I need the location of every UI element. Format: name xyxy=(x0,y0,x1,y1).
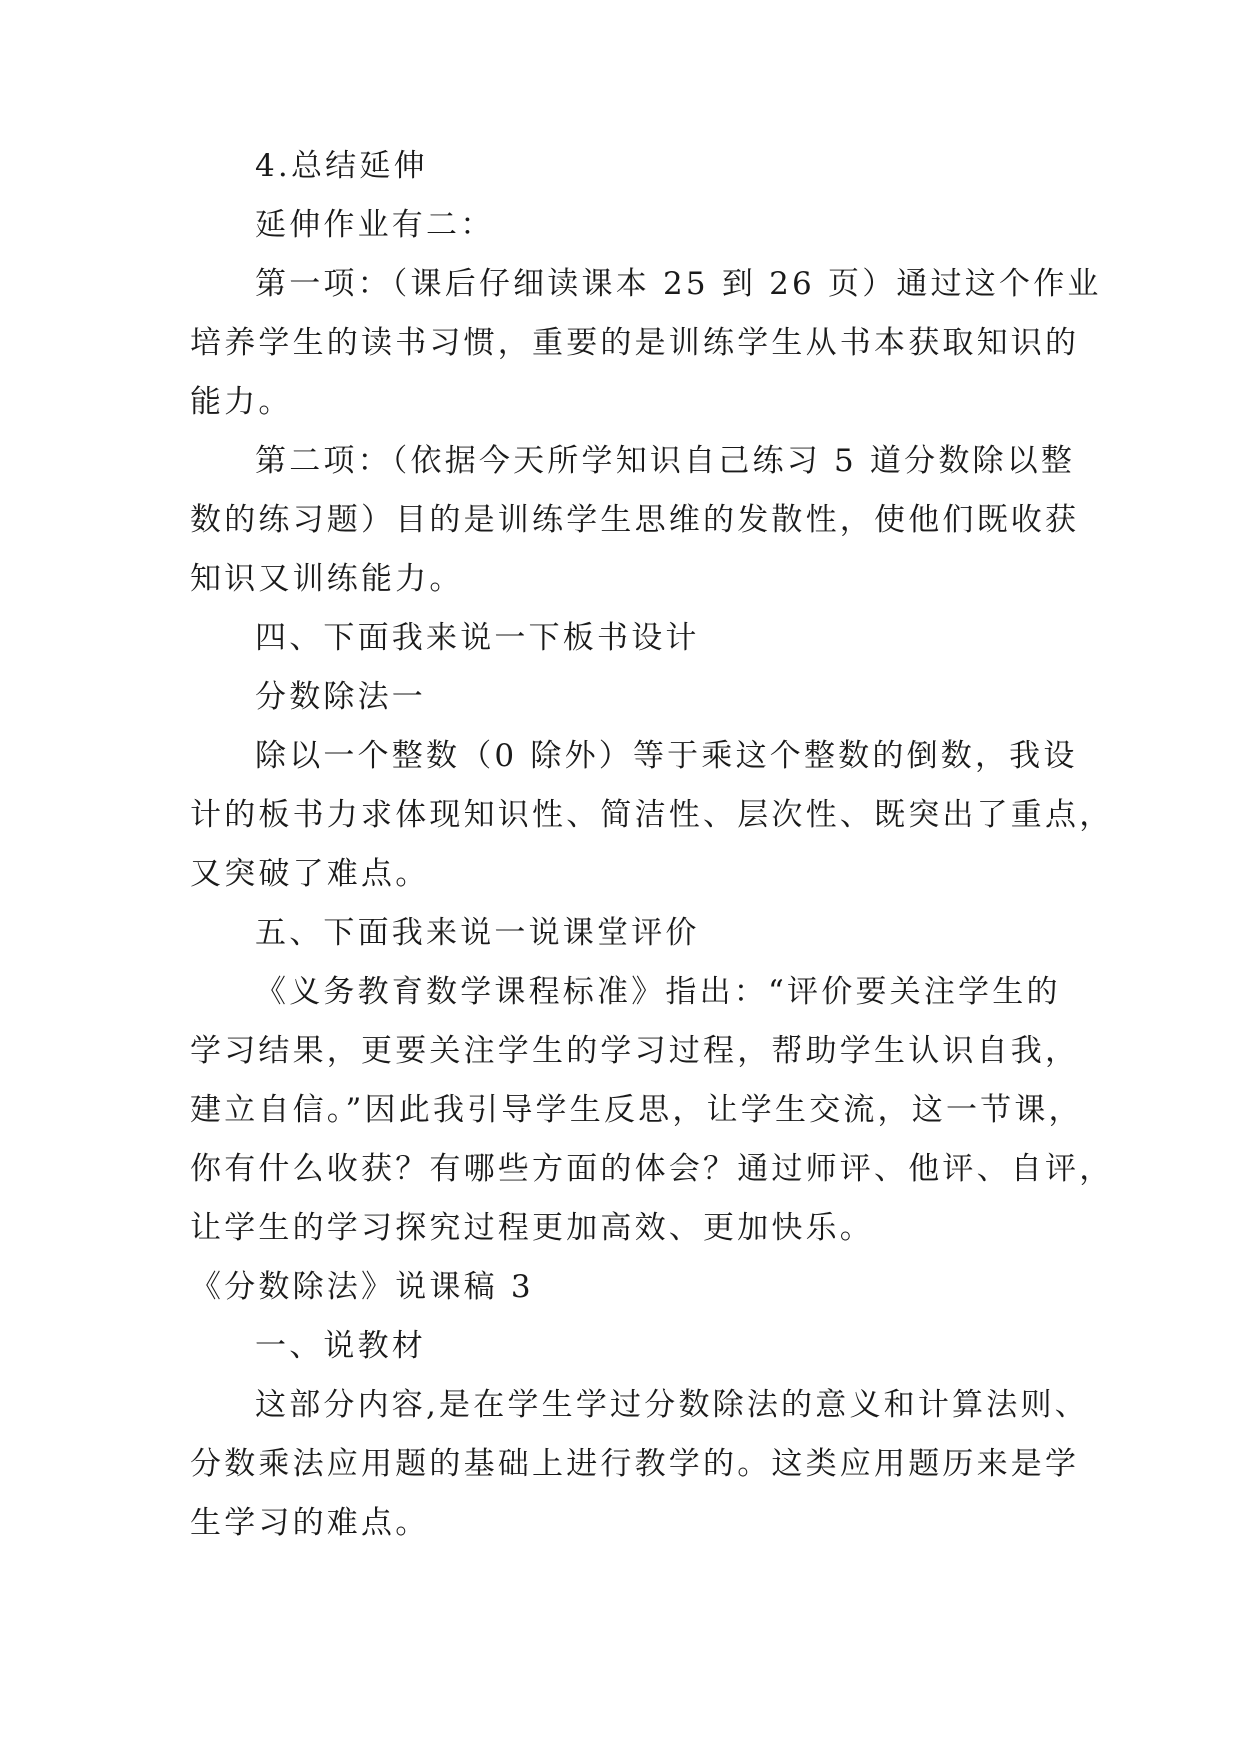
paragraph-line: 让学生的学习探究过程更加高效、更加快乐。 xyxy=(190,1210,874,1246)
paragraph-line: 延伸作业有二： xyxy=(255,207,495,243)
paragraph-line: 能力。 xyxy=(190,384,293,420)
paragraph-line: 分数除法一 xyxy=(255,679,426,715)
paragraph-line: 计的板书力求体现知识性、简洁性、层次性、既突出了重点， xyxy=(190,797,1114,833)
paragraph-line: 分数乘法应用题的基础上进行教学的。这类应用题历来是学 xyxy=(190,1446,1080,1482)
paragraph-line: 生学习的难点。 xyxy=(190,1505,430,1541)
paragraph-line: 你有什么收获？有哪些方面的体会？通过师评、他评、自评， xyxy=(190,1151,1114,1187)
section-heading-board-design: 四、下面我来说一下板书设计 xyxy=(255,620,700,656)
document-title: 《分数除法》说课稿 3 xyxy=(190,1269,534,1305)
paragraph-line: 除以一个整数（0 除外）等于乘这个整数的倒数，我设 xyxy=(255,738,1078,774)
section-heading-textbook: 一、说教材 xyxy=(255,1328,426,1364)
section-heading-evaluation: 五、下面我来说一说课堂评价 xyxy=(255,915,700,951)
paragraph-line: 这部分内容,是在学生学过分数除法的意义和计算法则、 xyxy=(255,1387,1089,1423)
paragraph-line: 《义务教育数学课程标准》指出：“评价要关注学生的 xyxy=(255,974,1061,1010)
paragraph-line: 知识又训练能力。 xyxy=(190,561,464,597)
section-heading-summary: 4.总结延伸 xyxy=(255,148,428,184)
paragraph-line: 第二项：（依据今天所学知识自己练习 5 道分数除以整 xyxy=(255,443,1076,479)
paragraph-line: 建立自信。”因此我引导学生反思，让学生交流，这一节课， xyxy=(190,1092,1083,1128)
paragraph-line: 学习结果，更要关注学生的学习过程，帮助学生认识自我， xyxy=(190,1033,1080,1069)
paragraph-line: 数的练习题）目的是训练学生思维的发散性，使他们既收获 xyxy=(190,502,1080,538)
paragraph-line: 培养学生的读书习惯，重要的是训练学生从书本获取知识的 xyxy=(190,325,1080,361)
paragraph-line: 第一项：（课后仔细读课本 25 到 26 页）通过这个作业 xyxy=(255,266,1102,302)
paragraph-line: 又突破了难点。 xyxy=(190,856,430,892)
